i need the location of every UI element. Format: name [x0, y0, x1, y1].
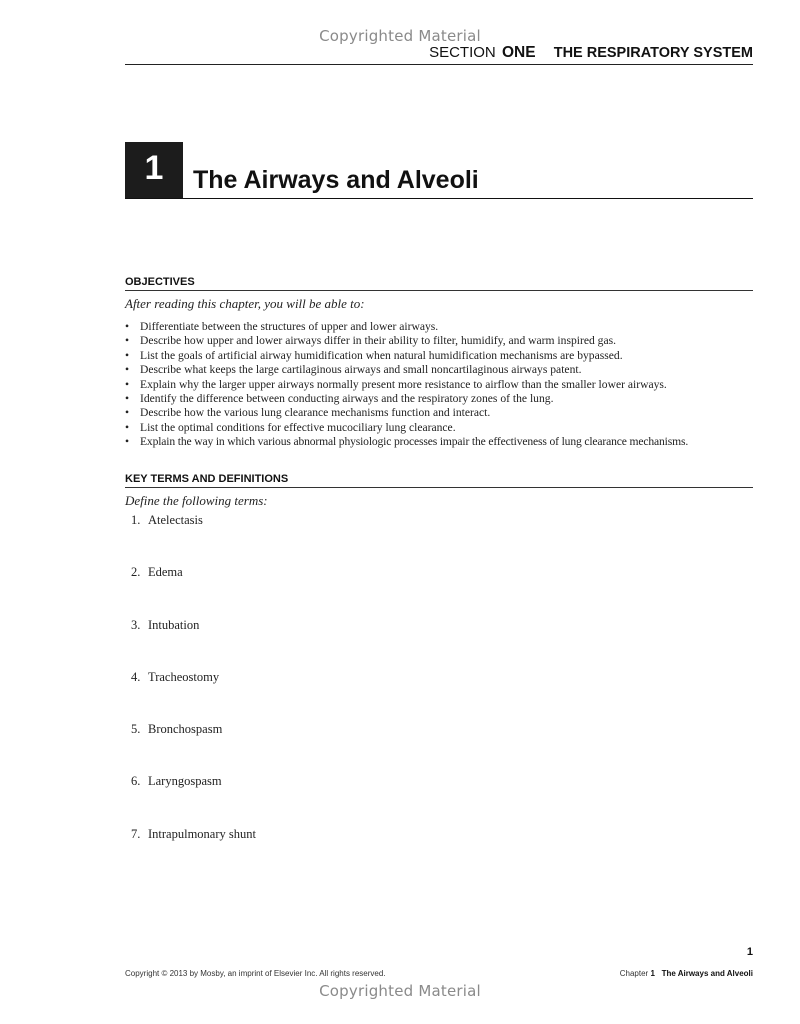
term-item	[131, 670, 256, 722]
objective-item: • Identify the difference between conducting airways and the respiratory zones of the lung.	[125, 392, 554, 406]
term-label: Intrapulmonary shunt	[148, 826, 256, 841]
bullet-icon: •	[125, 320, 130, 333]
running-footer	[500, 969, 753, 978]
term-item	[131, 722, 256, 774]
term-number: 7.	[131, 826, 141, 841]
watermark-top: Copyrighted Material	[319, 27, 481, 45]
section-number: ONE	[501, 44, 536, 61]
watermark-bottom: Copyrighted Material	[319, 982, 481, 1000]
bullet-icon: •	[125, 420, 130, 434]
section-word: SECTION	[429, 44, 496, 61]
objectives-list	[125, 320, 765, 450]
term-label: Bronchospasm	[148, 722, 223, 737]
term-number: 1.	[131, 513, 141, 527]
footer-chapter-label: Chapter	[619, 969, 649, 978]
term-item	[131, 827, 256, 879]
footer-chapter-number: 1	[650, 969, 655, 978]
term-item	[131, 774, 256, 826]
objective-item: • Describe how the various lung clearance mechanisms function and interact.	[125, 406, 491, 420]
term-number: 4.	[131, 669, 141, 684]
key-terms-list	[131, 513, 256, 879]
term-number: 2.	[131, 565, 141, 580]
term-label: Laryngospasm	[148, 774, 222, 789]
footer-chapter-title: The Airways and Alveoli	[661, 969, 753, 978]
objectives-intro: After reading this chapter, you will be able to:	[125, 296, 365, 311]
chapter-title-rule	[125, 198, 753, 199]
objective-item: • Describe what keeps the large cartilaginous airways and small noncartilaginous airways patent.	[125, 363, 582, 377]
bullet-icon: •	[125, 435, 130, 449]
term-number: 3.	[131, 617, 141, 632]
term-item	[131, 513, 256, 565]
header-rule	[125, 64, 753, 65]
objective-item: • List the goals of artificial airway humidification when natural humidification mechanisms are bypassed.	[125, 348, 623, 362]
objective-item: • List the optimal conditions for effective mucociliary lung clearance.	[125, 420, 456, 434]
chapter-number: 1	[144, 149, 164, 187]
bullet-icon: •	[125, 348, 130, 362]
chapter-number-box	[125, 142, 183, 199]
bullet-icon: •	[125, 406, 130, 420]
objective-item: • Explain why the larger upper airways normally present more resistance to airflow than the smaller lower airways.	[125, 377, 667, 391]
key-terms-heading: KEY TERMS AND DEFINITIONS	[125, 473, 753, 488]
objectives-heading: OBJECTIVES	[125, 276, 753, 291]
bullet-icon: •	[125, 363, 130, 377]
bullet-icon: •	[125, 392, 130, 406]
objective-item: • Explain the way in which various abnormal physiologic processes impair the effectiveness of lung clearance mechanisms.	[125, 435, 689, 449]
term-label: Edema	[148, 565, 183, 580]
term-label: Intubation	[148, 617, 200, 632]
term-label: Tracheostomy	[148, 669, 220, 684]
copyright-notice: Copyright © 2013 by Mosby, an imprint of Elsevier Inc. All rights reserved.	[125, 969, 386, 978]
section-name: THE RESPIRATORY SYSTEM	[553, 45, 753, 61]
section-header	[125, 44, 753, 64]
bullet-icon: •	[125, 334, 130, 348]
term-label: Atelectasis	[148, 513, 203, 527]
page-number: 1	[746, 946, 753, 958]
key-terms-intro: Define the following terms:	[125, 493, 268, 508]
chapter-title: The Airways and Alveoli	[193, 166, 479, 194]
objective-item: • Differentiate between the structures of upper and lower airways.	[125, 320, 439, 333]
term-number: 6.	[131, 774, 141, 789]
term-item	[131, 565, 256, 617]
bullet-icon: •	[125, 377, 130, 391]
term-number: 5.	[131, 722, 141, 737]
term-item	[131, 618, 256, 670]
objective-item: • Describe how upper and lower airways differ in their ability to filter, humidify, and warm inspired gas.	[125, 334, 617, 348]
